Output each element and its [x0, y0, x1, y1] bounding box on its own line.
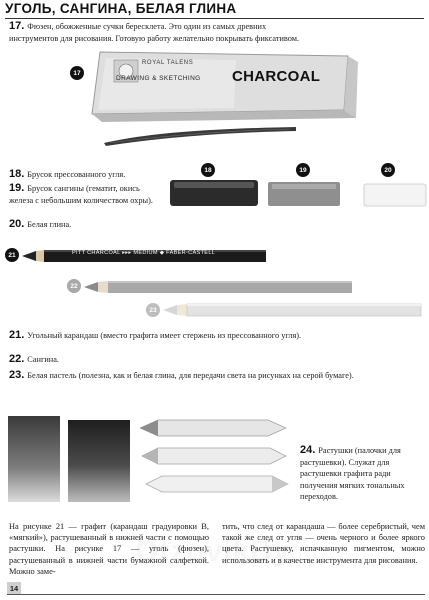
item-17-text: Фюзен, обожженные сучки бересклета. Это один из самых древних инструментов для рисования. Готовую работу желательно покрывать фиксативом. — [9, 22, 300, 43]
item-17-number: 17. — [9, 20, 25, 32]
charcoal-pencil-label: PITT CHARCOAL ▸▸▸ MEDIUM ◆ FABER-CASTELL — [72, 250, 216, 256]
body-column-2: тить, что след от карандаша — более серебристый, чем такой же след от угля — очень черного и более яркого цвета. Растушевку, испачканную пигментом, можно использовать и в качестве инструмента для рисования. — [222, 522, 425, 565]
item-19-text: Брусок сангины (гематит, окись железа с небольшим количеством охры). — [9, 184, 153, 205]
figure-badge-18: 18 — [201, 163, 215, 177]
body-column-1: На рисунке 21 — графит (карандаш градуировки B, «мягкий»), растушеванный в нижней части с помощью растушки. На рисунке 17 — уголь (фюзен), растушеванный в нижней части бумажной салфеткой. Можно заме- — [9, 522, 209, 576]
item-23-number: 23. — [9, 369, 25, 381]
item-18 — [9, 169, 139, 181]
item-21-text: Угольный карандаш (вместо графита имеет стержень из прессованного угля). — [27, 331, 302, 340]
item-22-text: Сангина. — [27, 355, 59, 364]
item-24 — [300, 445, 425, 503]
charcoal-box-illustration — [86, 48, 362, 124]
item-20-number: 20. — [9, 218, 25, 230]
item-21-number: 21. — [9, 329, 25, 341]
item-19 — [9, 183, 154, 206]
item-24-text: Растушки (палочки для растушевки). Служат для растушевки графита ради получения мягких тональных переходов. — [300, 446, 405, 501]
box-brand-label: ROYAL TALENS — [142, 60, 194, 66]
figure-badge-23: 23 — [146, 303, 160, 317]
item-22-number: 22. — [9, 353, 25, 365]
figure-badge-20: 20 — [381, 163, 395, 177]
item-18-text: Брусок прессованного угля. — [27, 170, 126, 179]
shading-samples-illustration — [4, 414, 140, 508]
page-number: 14 — [7, 582, 21, 594]
figure-badge-22: 22 — [67, 279, 81, 293]
item-20-text: Белая глина. — [27, 220, 72, 229]
figure-badge-17: 17 — [70, 66, 84, 80]
watermark — [135, 535, 291, 569]
item-17 — [9, 21, 309, 44]
page-title: УГОЛЬ, САНГИНА, БЕЛАЯ ГЛИНА — [5, 1, 237, 16]
item-18-number: 18. — [9, 168, 25, 180]
item-20 — [9, 219, 139, 231]
sanguine-pencil-illustration — [84, 279, 356, 295]
figure-badge-21: 21 — [5, 248, 19, 262]
box-line-label: DRAWING & SKETCHING — [116, 75, 201, 82]
item-22 — [9, 354, 209, 366]
item-23-text: Белая пастель (полезна, как и белая глина, для передачи света на рисунках на серой бумаге). — [27, 371, 354, 380]
figure-badge-19: 19 — [296, 163, 310, 177]
charcoal-twig-illustration — [100, 123, 300, 147]
sticks-illustration — [168, 178, 428, 214]
footer-rule — [7, 594, 425, 595]
item-21 — [9, 330, 424, 342]
item-19-number: 19. — [9, 182, 25, 194]
item-23 — [9, 370, 424, 382]
tortillons-illustration — [140, 416, 290, 498]
box-product-label: CHARCOAL — [232, 68, 321, 85]
item-24-number: 24. — [300, 444, 316, 456]
title-underline — [5, 18, 424, 19]
white-pastel-pencil-illustration — [163, 301, 425, 319]
